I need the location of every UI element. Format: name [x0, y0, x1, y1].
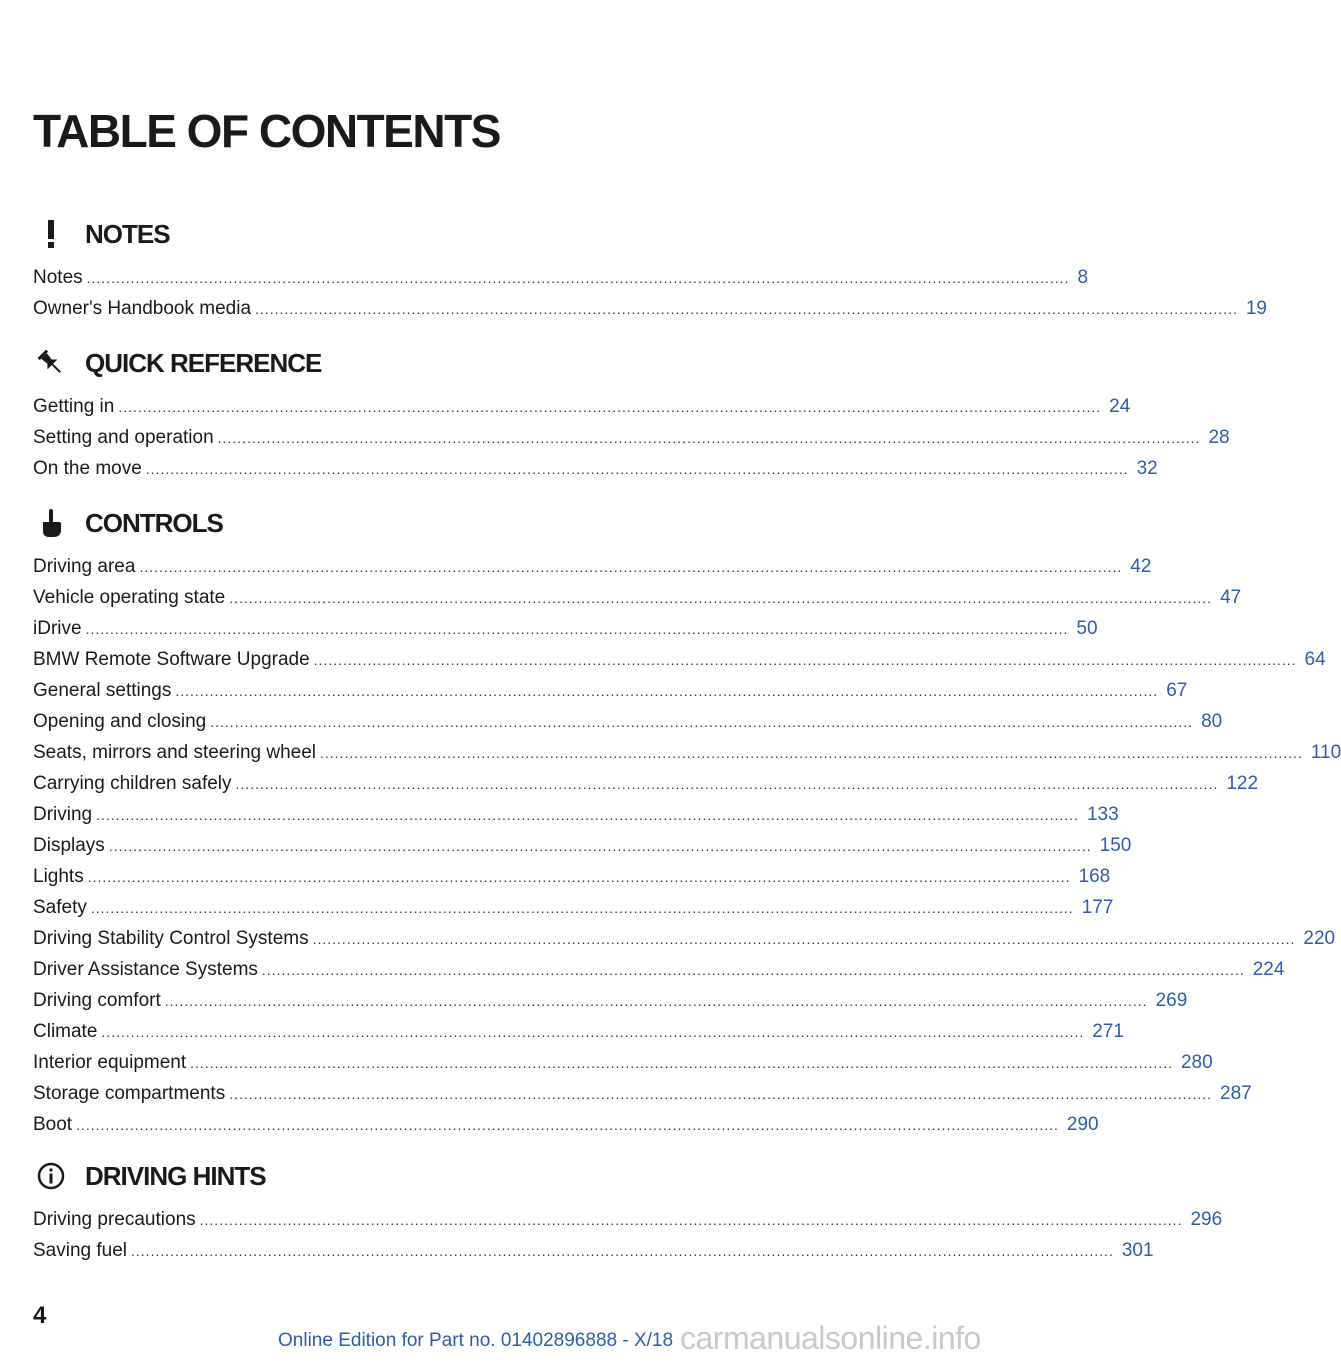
- toc-entry-driving-comfort[interactable]: Driving comfort ......................................................................................................................................................................................................... 269: [33, 985, 688, 1016]
- toc-entry-storage-compartments[interactable]: Storage compartments ......................................................................................................................................................................................................... 287: [33, 1078, 688, 1109]
- page-title: TABLE OF CONTENTS: [33, 105, 500, 157]
- section-header: [33, 1156, 688, 1196]
- toc-page-number: 287: [1220, 1083, 1252, 1104]
- page-number: 4: [33, 1302, 47, 1329]
- section-title: QUICK REFERENCE: [85, 347, 322, 378]
- toc-page-number: 133: [1086, 804, 1119, 825]
- toc-entry-setting-and-operation[interactable]: Setting and operation ......................................................................................................................................................................................................... 28: [33, 422, 688, 453]
- section-notes: [33, 214, 1267, 324]
- toc-entry-vehicle-operating-state[interactable]: Vehicle operating state ......................................................................................................................................................................................................... 47: [33, 582, 688, 613]
- toc-page-number: 110: [1310, 742, 1341, 763]
- section-header: [33, 214, 688, 254]
- toc-page-number: 177: [1081, 897, 1114, 918]
- toc-page-number: 296: [1190, 1209, 1223, 1230]
- info-circle-icon: [33, 1158, 69, 1194]
- toc-entry-seats-mirrors-steering-wheel[interactable]: Seats, mirrors and steering wheel ......................................................................................................................................................................................................... 110: [33, 737, 688, 768]
- toc-page-number: 42: [1130, 556, 1152, 577]
- toc-page-number: 50: [1076, 618, 1098, 639]
- toc-list: [33, 391, 1230, 484]
- toc-entry-opening-and-closing[interactable]: Opening and closing ......................................................................................................................................................................................................... 80: [33, 706, 688, 737]
- toc-entry-driving-stability-control-systems[interactable]: Driving Stability Control Systems ......................................................................................................................................................................................................... 220: [33, 923, 688, 954]
- toc-page-number: 47: [1220, 587, 1242, 608]
- section-controls: [33, 503, 1341, 1140]
- watermark: carmanualsonline.info: [680, 1320, 981, 1356]
- toc-entry-general-settings[interactable]: General settings ......................................................................................................................................................................................................... 67: [33, 675, 688, 706]
- toc-entry-notes[interactable]: Notes ......................................................................................................................................................................................................... 8: [33, 262, 688, 293]
- toc-page-number: 220: [1303, 928, 1336, 949]
- toc-list: [33, 262, 1267, 324]
- toc-page-number: 269: [1155, 990, 1188, 1011]
- toc-page-number: 122: [1226, 773, 1259, 794]
- toc-entry-owners-handbook-media[interactable]: Owner's Handbook media ......................................................................................................................................................................................................... 19: [33, 293, 688, 324]
- toc-page-number: 28: [1208, 427, 1230, 448]
- toc-page-number: 301: [1121, 1240, 1154, 1261]
- toc-entry-boot[interactable]: Boot ......................................................................................................................................................................................................... 290: [33, 1109, 688, 1140]
- toc-page-number: 64: [1304, 649, 1326, 670]
- section-title: NOTES: [85, 218, 170, 249]
- toc-page-number: 80: [1201, 711, 1223, 732]
- toc-entry-carrying-children-safely[interactable]: Carrying children safely ......................................................................................................................................................................................................... 122: [33, 768, 688, 799]
- toc-list: [33, 551, 1341, 1140]
- toc-list: [33, 1204, 1223, 1266]
- toc-entry-driving[interactable]: Driving ......................................................................................................................................................................................................... 133: [33, 799, 688, 830]
- toc-page-number: 8: [1077, 267, 1089, 288]
- toc-page-number: 280: [1180, 1052, 1213, 1073]
- toc-entry-bmw-remote-software-upgrade[interactable]: BMW Remote Software Upgrade ......................................................................................................................................................................................................... 64: [33, 644, 688, 675]
- section-title: CONTROLS: [85, 507, 223, 538]
- toc-page-number: 19: [1245, 298, 1267, 319]
- toc-entry-idrive[interactable]: iDrive ......................................................................................................................................................................................................... 50: [33, 613, 688, 644]
- toc-page-number: 290: [1066, 1114, 1099, 1135]
- toc-entry-on-the-move[interactable]: On the move ......................................................................................................................................................................................................... 32: [33, 453, 688, 484]
- toc-entry-saving-fuel[interactable]: Saving fuel ......................................................................................................................................................................................................... 301: [33, 1235, 688, 1266]
- toc-entry-climate[interactable]: Climate ......................................................................................................................................................................................................... 271: [33, 1016, 688, 1047]
- section-quick-reference: [33, 343, 1230, 484]
- section-header: [33, 343, 688, 383]
- toc-page-number: 224: [1252, 959, 1285, 980]
- pin-icon: [33, 345, 69, 381]
- footer-edition-text: Online Edition for Part no. 01402896888 - X/18: [278, 1330, 674, 1351]
- section-driving-hints: [33, 1156, 1223, 1266]
- exclamation-icon: [33, 216, 69, 252]
- toc-entry-safety[interactable]: Safety ......................................................................................................................................................................................................... 177: [33, 892, 688, 923]
- section-title: DRIVING HINTS: [85, 1160, 266, 1191]
- toc-entry-getting-in[interactable]: Getting in ......................................................................................................................................................................................................... 24: [33, 391, 688, 422]
- toc-entry-interior-equipment[interactable]: Interior equipment ......................................................................................................................................................................................................... 280: [33, 1047, 688, 1078]
- toc-page-number: 24: [1109, 396, 1131, 417]
- toc-page-number: 32: [1136, 458, 1158, 479]
- toc-page-number: 67: [1166, 680, 1188, 701]
- hand-pointer-icon: [33, 505, 69, 541]
- toc-page-number: 168: [1078, 866, 1111, 887]
- toc-entry-displays[interactable]: Displays ......................................................................................................................................................................................................... 150: [33, 830, 688, 861]
- toc-entry-driver-assistance-systems[interactable]: Driver Assistance Systems ......................................................................................................................................................................................................... 224: [33, 954, 688, 985]
- toc-entry-driving-area[interactable]: Driving area ......................................................................................................................................................................................................... 42: [33, 551, 688, 582]
- toc-page-number: 271: [1092, 1021, 1124, 1042]
- toc-entry-lights[interactable]: Lights ......................................................................................................................................................................................................... 168: [33, 861, 688, 892]
- toc-page-number: 150: [1099, 835, 1132, 856]
- section-header: [33, 503, 688, 543]
- toc-entry-driving-precautions[interactable]: Driving precautions ......................................................................................................................................................................................................... 296: [33, 1204, 688, 1235]
